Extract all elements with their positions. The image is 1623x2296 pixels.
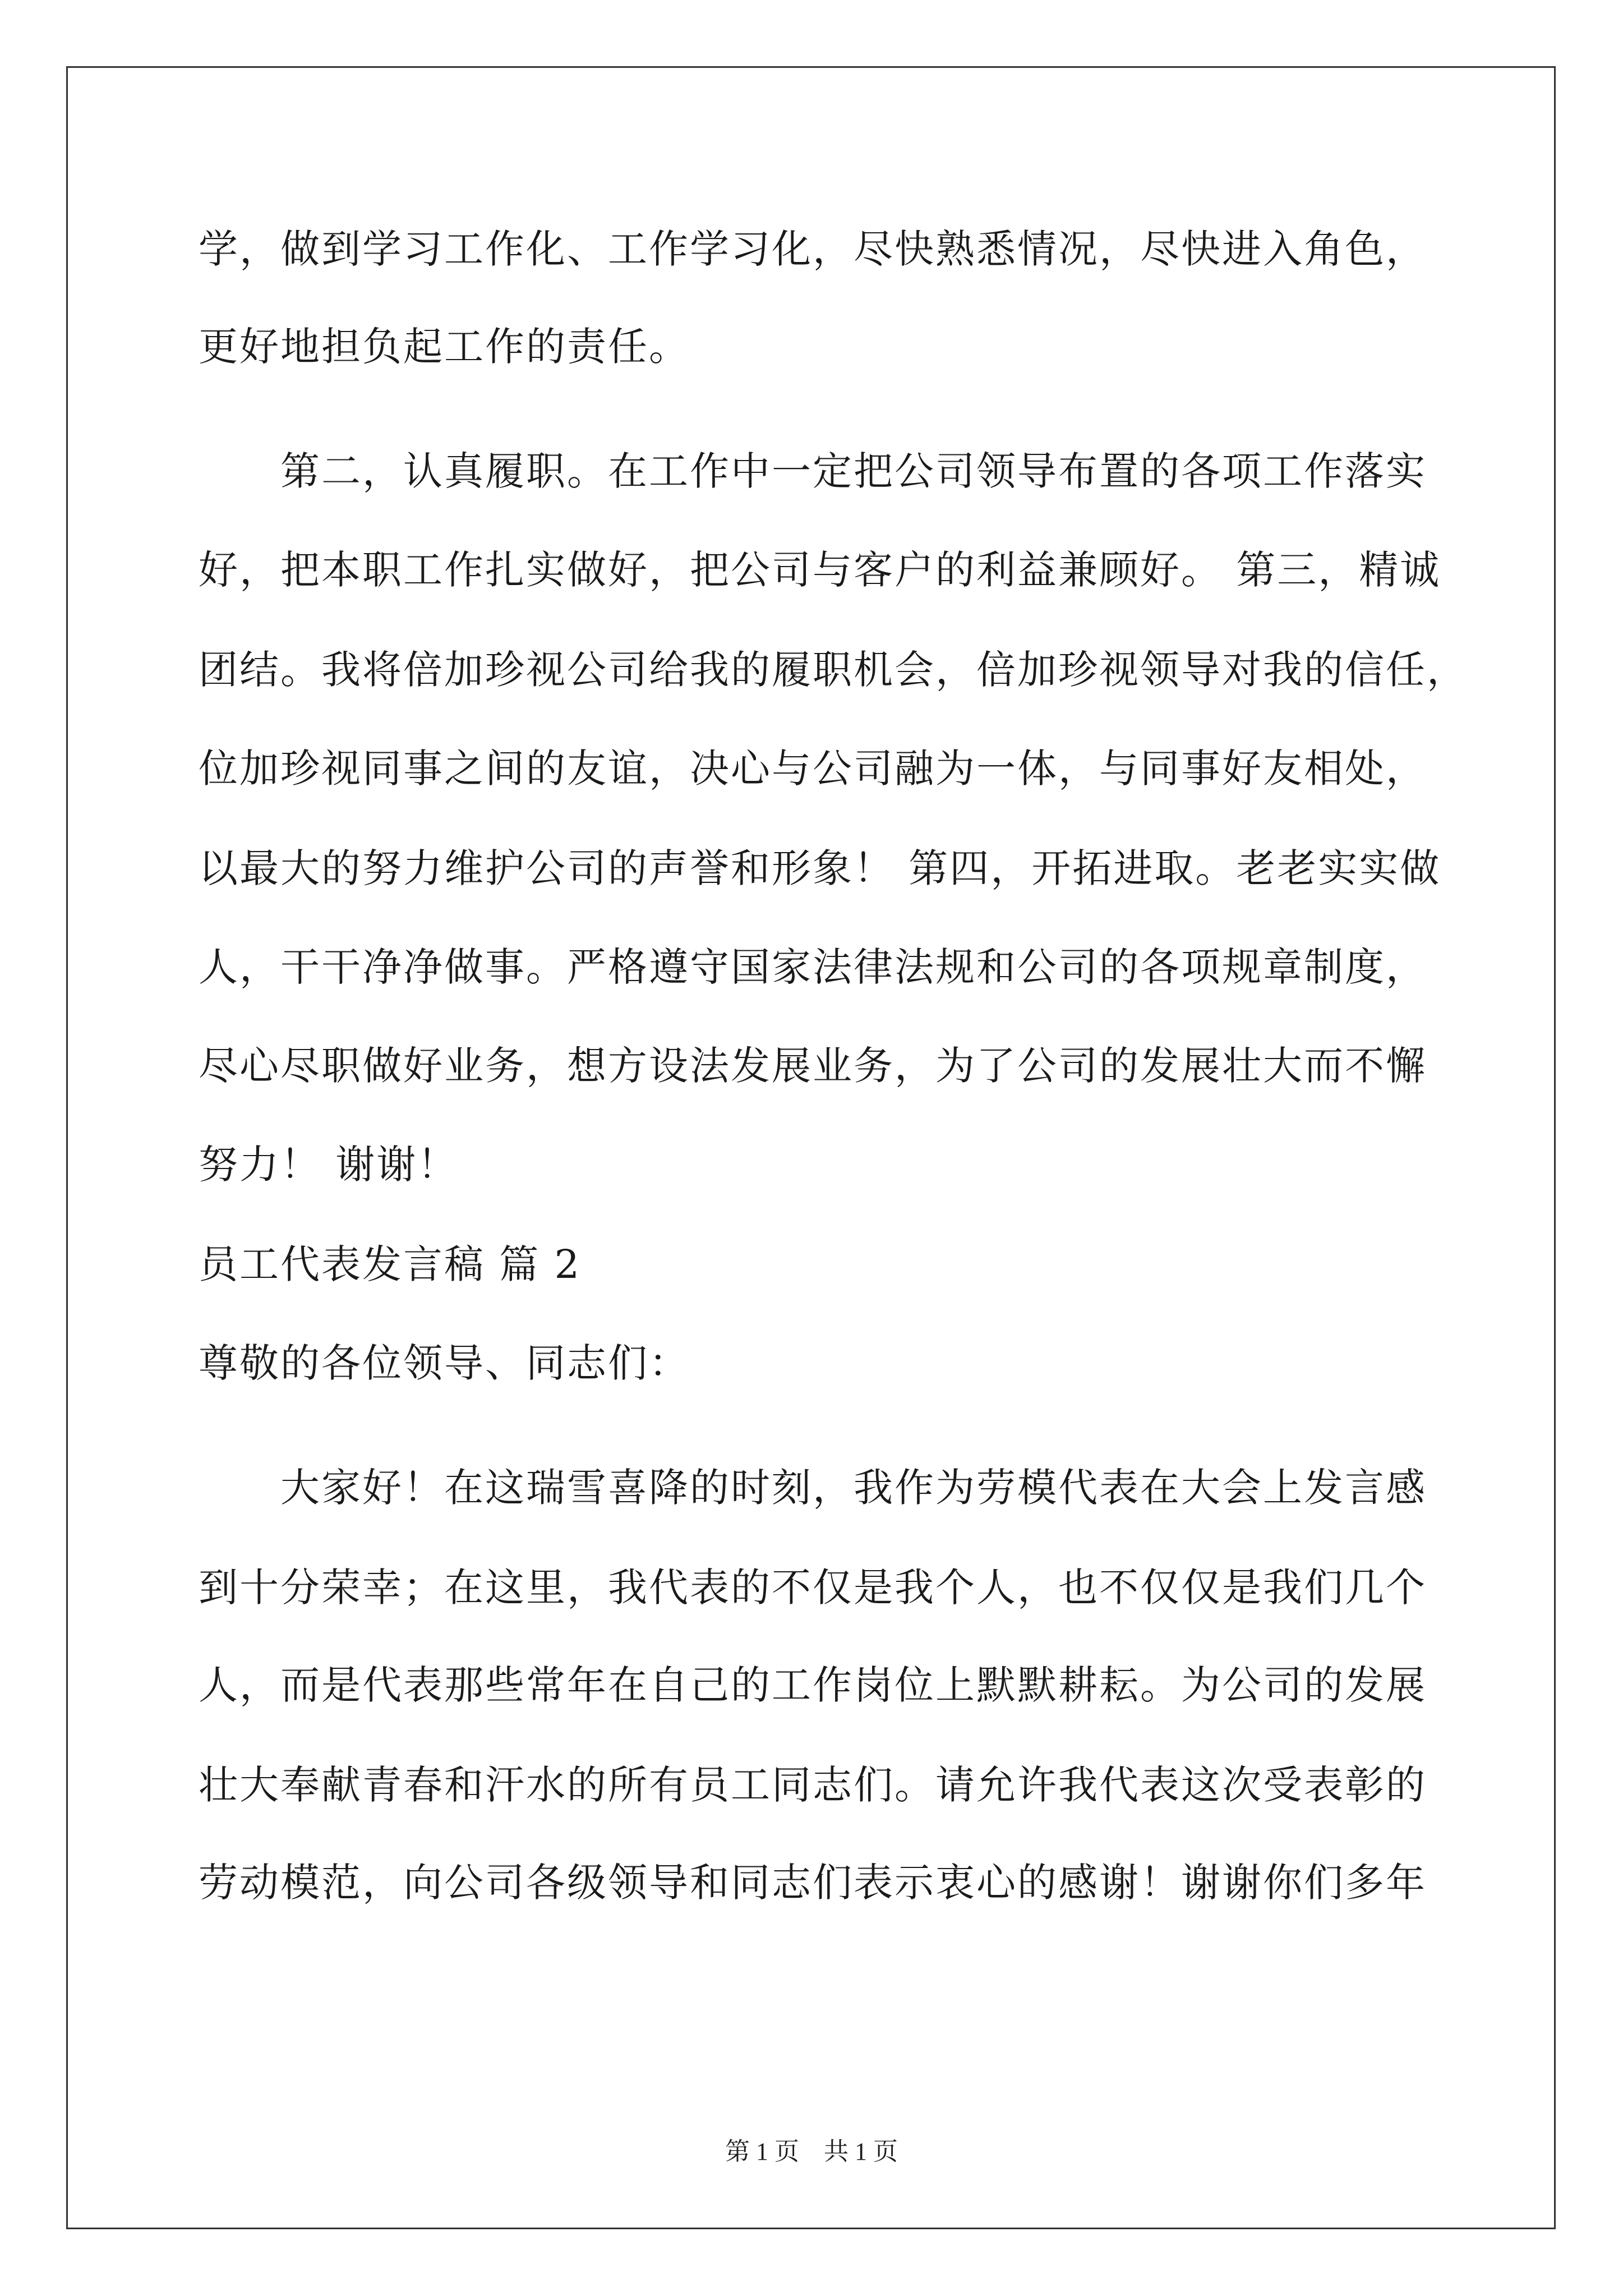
- body-text-line-12: 到十分荣幸；在这里，我代表的不仅是我个人，也不仅仅是我们几个: [199, 1565, 1427, 1611]
- body-text-line-14: 壮大奉献青春和汗水的所有员工同志们。请允许我代表这次受表彰的: [199, 1762, 1427, 1808]
- body-text-line-13: 人，而是代表那些常年在自己的工作岗位上默默耕耘。为公司的发展: [199, 1662, 1427, 1708]
- body-text-line-9: 尽心尽职做好业务，想方设法发展业务，为了公司的发展壮大而不懈: [199, 1043, 1427, 1089]
- body-text-line-1: 学，做到学习工作化、工作学习化，尽快熟悉情况，尽快进入角色，: [199, 226, 1427, 272]
- body-text-line-8: 人，干干净净做事。严格遵守国家法律法规和公司的各项规章制度，: [199, 944, 1427, 990]
- section-heading: 员工代表发言稿 篇 2: [199, 1241, 582, 1287]
- body-text-line-10: 努力！ 谢谢！: [199, 1142, 459, 1188]
- body-text-line-4: 好，把本职工作扎实做好，把公司与客户的利益兼顾好。 第三，精诚: [199, 547, 1441, 593]
- body-text-line-3: 第二，认真履职。在工作中一定把公司领导布置的各项工作落实: [280, 448, 1427, 494]
- page-footer: 第 1 页 共 1 页: [725, 2138, 898, 2165]
- salutation: 尊敬的各位领导、同志们：: [199, 1340, 690, 1386]
- body-text-line-11: 大家好！在这瑞雪喜降的时刻，我作为劳模代表在大会上发言感: [280, 1465, 1427, 1511]
- body-text-line-15: 劳动模范，向公司各级领导和同志们表示衷心的感谢！谢谢你们多年: [199, 1860, 1427, 1906]
- body-text-line-6: 位加珍视同事之间的友谊，决心与公司融为一体，与同事好友相处，: [199, 746, 1427, 792]
- body-text-line-2: 更好地担负起工作的责任。: [199, 324, 690, 370]
- body-text-line-5: 团结。我将倍加珍视公司给我的履职机会，倍加珍视领导对我的信任，: [199, 647, 1468, 693]
- body-text-line-7: 以最大的努力维护公司的声誉和形象！ 第四，开拓进取。老老实实做: [199, 845, 1441, 891]
